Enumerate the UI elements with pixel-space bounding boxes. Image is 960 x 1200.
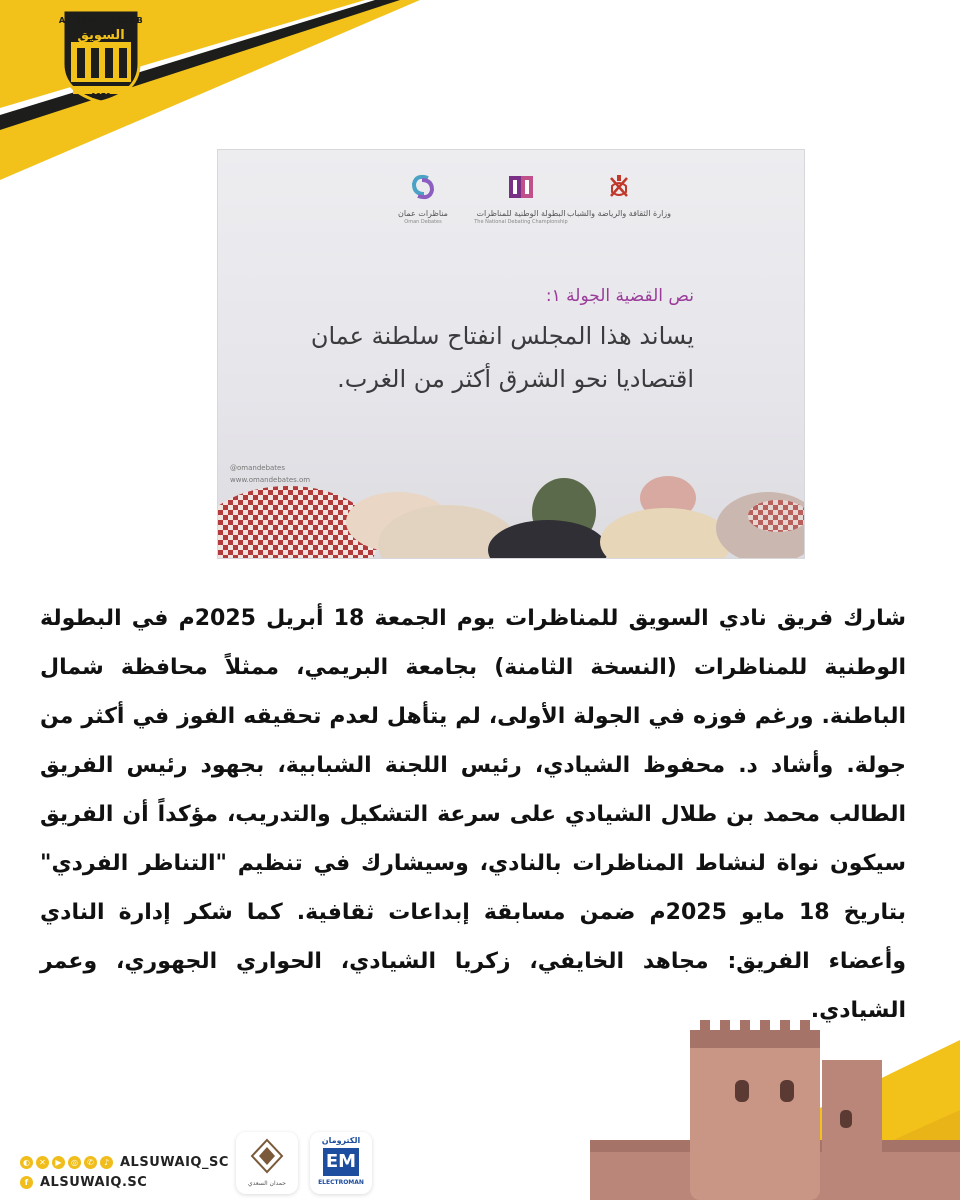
omandebates-icon: [406, 172, 440, 202]
social-row-1: [20, 1152, 230, 1172]
sponsor-2-mark: EM: [323, 1148, 359, 1176]
footer-social: [20, 1152, 230, 1192]
club-logo: [55, 4, 147, 104]
club-name-ar: السويق: [77, 28, 125, 43]
youtube-icon[interactable]: ▶: [52, 1156, 65, 1169]
championship-sub: The National Debating Championship: [474, 219, 568, 225]
club-year: 1970: [91, 92, 111, 100]
sponsor-1-caption: حمدان السعدي: [248, 1180, 286, 1187]
facebook-icon[interactable]: f: [20, 1176, 33, 1189]
championship-caption: البطولة الوطنية للمناظرات: [476, 209, 566, 218]
club-name-en: AL-SUWAIQ CLUB: [58, 16, 144, 25]
article-text: شارك فريق نادي السويق للمناظرات يوم الجمعة 18 أبريل 2025م في البطولة الوطنية للمناظرات (النسخة الثامنة) بجامعة البريمي، ممثلاً محافظة شمال الباطنة. ورغم فوزه في الجولة الأولى، لم يتأهل لعدم تحقيقه الفوز في أكثر من جولة. وأشاد د. محفوظ الشيادي، رئيس اللجنة الشبابية، بجهود رئيس الفريق الطالب محمد بن طلال الشيادي على سرعة التشكيل والتدريب، مؤكداً أن الفريق سيكون نواة لنشاط المناظرات بالنادي، وسيشارك في تنظيم "التناظر الفردي" بتاريخ 18 مايو 2025م ضمن مسابقة إبداعات ثقافية. كما شكر إدارة النادي وأعضاء الفريق: مجاهد الخايفي، زكريا الشيادي، الحواري الجهوري، وعمر الشيادي.: [40, 606, 907, 1023]
omandebates-logo: [368, 172, 478, 226]
snapchat-icon[interactable]: ◐: [20, 1156, 33, 1169]
whatsapp-icon[interactable]: ✆: [84, 1156, 97, 1169]
sponsor-hamdan-alsaadi: [236, 1132, 298, 1194]
audience-heads: [218, 460, 804, 558]
omandebates-sub: Oman Debates: [404, 219, 442, 225]
ministry-logo: [564, 172, 674, 219]
championship-icon: [504, 172, 538, 202]
sponsor-electroman: [310, 1132, 372, 1194]
slide-motion-line-2: اقتصاديا نحو الشرق أكثر من الغرب.: [337, 365, 694, 393]
national-championship-logo: [466, 172, 576, 226]
slide-social-handle: @omandebates: [230, 464, 286, 472]
sponsor-2-top: الكترومان: [321, 1136, 361, 1145]
oman-emblem-icon: [602, 172, 636, 202]
x-icon[interactable]: ✕: [36, 1156, 49, 1169]
ministry-caption: وزارة الثقافة والرياضة والشباب: [566, 209, 672, 218]
fort-illustration: [590, 1000, 960, 1200]
slide-motion-line-1: يساند هذا المجلس انفتاح سلطنة عمان: [310, 322, 694, 350]
slide-website: www.omandebates.om: [230, 476, 311, 484]
slide-title: نص القضية الجولة ١:: [545, 286, 694, 306]
omandebates-caption: مناظرات عمان: [398, 209, 448, 218]
social-handle-2: ALSUWAIQ.SC: [40, 1174, 148, 1190]
social-handle-1: ALSUWAIQ_SC: [120, 1154, 229, 1170]
sponsor-1-logo-icon: [236, 1132, 298, 1182]
social-row-2: [20, 1172, 230, 1192]
tiktok-icon[interactable]: ♪: [100, 1156, 113, 1169]
sponsor-2-caption: ELECTROMAN: [318, 1179, 364, 1186]
instagram-icon[interactable]: ◎: [68, 1156, 81, 1169]
event-photo: [218, 150, 804, 558]
